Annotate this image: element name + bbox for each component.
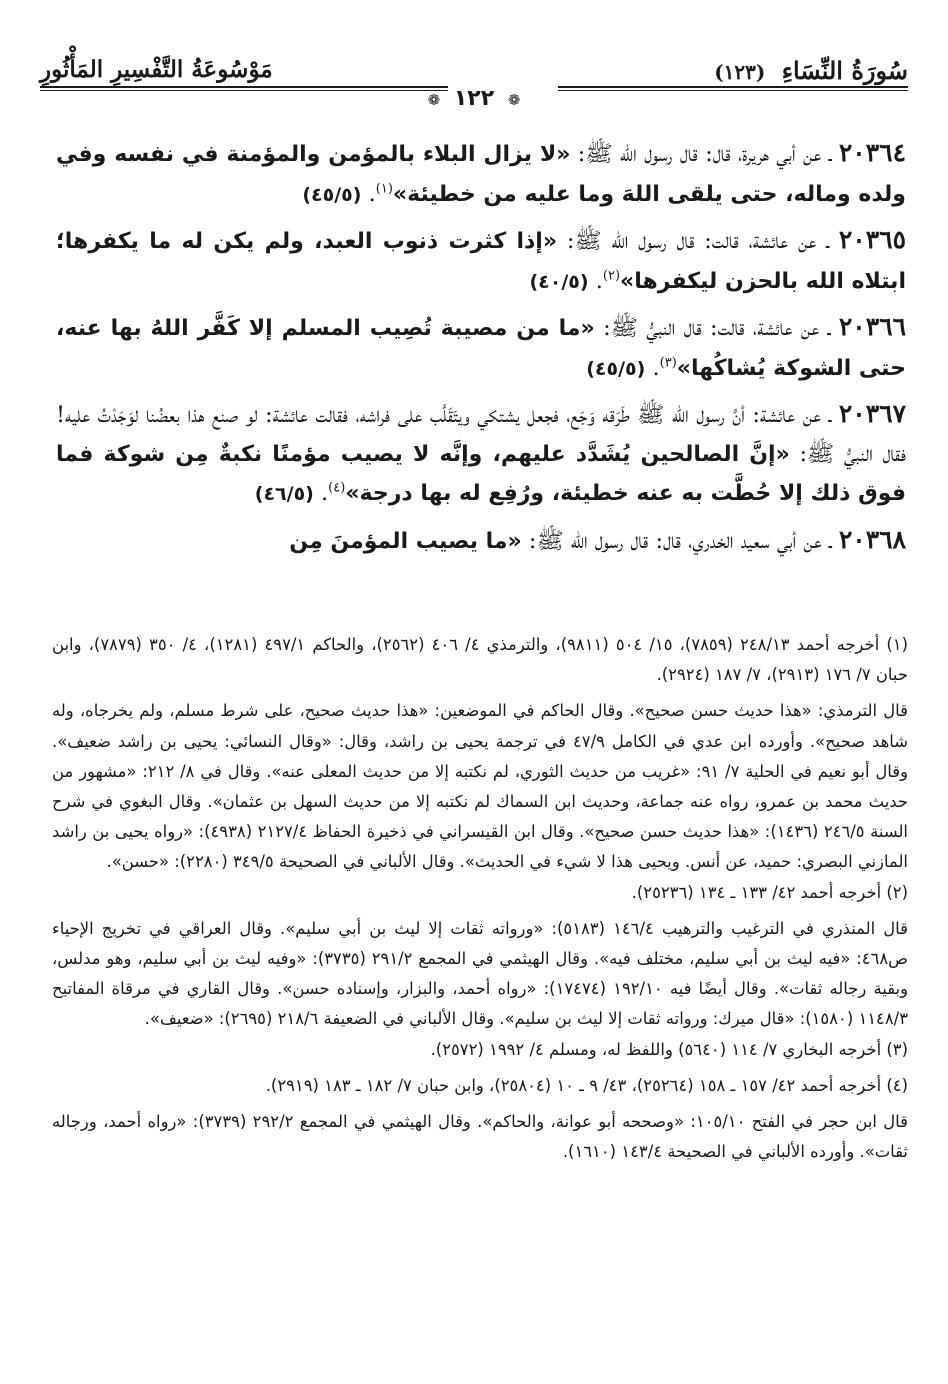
footnotes: [52, 630, 908, 1167]
hadith-tail: .: [652, 354, 660, 381]
footnote-source: (٤) أخرجه أحمد ٤٢/ ١٥٧ ـ ١٥٨ (٢٥٢٦٤)، ٤٣/ ٩ ـ ١٠ (٢٥٨٠٤)، وابن حبان ٧/ ١٨٢ ـ ١٨٣ (٢٩١٩).: [265, 1075, 908, 1095]
hadith-number: ٢٠٣٦٥: [838, 225, 906, 254]
hadith-isnad: ـ عن عائشة: أنَّ رسول الله ﷺ طَرَقه وَجَع، فجعل يشتكي ويتَقَلَّب على فراشه، فقالت عائشة: لو صنع هذا بعضُنا لوَجَدْتُ عليه! فقال النبيُّ ﷺ:: [56, 402, 906, 467]
footnote-source: (١) أخرجه أحمد ٢٤٨/١٣ (٧٨٥٩)، ١٥/ ٥٠٤ (٩٨١١)، والترمذي ٤/ ٤٠٦ (٢٥٦٢)، والحاكم ٤٩٧/١ (١٢٨١)، ٤/ ٣٥٠ (٧٨٧٩)، وابن حبان ٧/ ١٧٦ (٢٩١٣)، ٧/ ١٨٧ (٢٩٢٤).: [52, 635, 908, 685]
hadith-isnad: ـ عن أبي هريرة، قال: قال رسول الله ﷺ:: [577, 141, 832, 167]
running-header: [40, 56, 908, 111]
hadith-matn: «ما من مصيبة تُصِيب المسلم إلا كَفَّر اللهُ بها عنه، حتى الشوكة يُشاكُها»: [56, 316, 906, 381]
hadith-tail: .: [368, 180, 376, 207]
book-title: مَوْسُوعَةُ التَّفْسِيرِ المَأْثُورِ: [40, 56, 273, 83]
hadith-entry: [56, 221, 906, 301]
hadith-matn: «ما يصيب المؤمنَ مِن: [289, 528, 522, 554]
hadith-tail: .: [321, 480, 329, 506]
sura-title-block: [714, 56, 908, 85]
hadith-entry: [56, 395, 906, 514]
footnote-ref: (٢): [602, 268, 621, 283]
footnote-source: (٣) أخرجه البخاري ٧/ ١١٤ (٥٦٤٠) واللفظ له، ومسلم ٤/ ١٩٩٢ (٢٥٧٢).: [430, 1039, 908, 1059]
hadith-entry: [56, 308, 906, 388]
footnote-ref: (٣): [659, 355, 677, 370]
volume-ref: (٤٠/٥): [529, 270, 589, 293]
hadith-isnad: ـ عن أبي سعيد الخدري، قال: قال رسول الله ﷺ:: [528, 527, 832, 554]
footnote-commentary: قال الترمذي: «هذا حديث حسن صحيح». وقال الحاكم في الموضعين: «هذا حديث صحيح، على شرط مسلم، ولم يخرجاه، وله شاهد صحيح». وأورده ابن عدي في الكامل ٤٧/٩ في ترجمة يحيى بن راشد، وقال: «وقال النسائي: يحيى بن راشد ضعيف». وقال أبو نعيم في الحلية ٧/ ٩١: «غريب من حديث الثوري، لم نكتبه إلا من حديث المعلى عنه». وقال في ٨/ ٢١٢: «مشهور من حديث محمد بن عمرو، رواه عنه جماعة، وحديث ابن السماك لم نكتبه إلا من حديث السهل بن عثمان». وقال البغوي في شرح السنة ٢٤٦/٥ (١٤٣٦): «هذا حديث حسن صحيح». وقال ابن القيسراني في ذخيرة الحفاظ ٢١٢٧/٤ (٤٩٣٨): «رواه يحيى بن راشد المازني البصري: حميد، عن أنس. ويحيى هذا لا شيء في الحديث». وقال الألباني في الصحيحة ٣٤٩/٥ (٢٢٨٠): «حسن».: [52, 701, 909, 872]
hadith-matn: «لا يزال البلاء بالمؤمن والمؤمنة في نفسه وفي ولده وماله، حتى يلقى اللهَ وما عليه من خطيئة»: [56, 142, 906, 207]
page-number-block: [40, 86, 908, 111]
footnote-source: (٢) أخرجه أحمد ٤٢/ ١٣٣ ـ ١٣٤ (٢٥٢٣٦).: [631, 882, 908, 902]
volume-ref: (٤٦/٥): [254, 483, 314, 505]
footnote-ref: (٤): [328, 480, 346, 496]
footnote-ref: (١): [375, 181, 393, 196]
hadith-tail: .: [595, 267, 603, 294]
hadith-entry: [56, 134, 906, 214]
hadith-list: [56, 134, 906, 568]
hadith-isnad: ـ عن عائشة، قالت: قال رسول الله ﷺ:: [566, 228, 830, 254]
footnote-commentary: قال ابن حجر في الفتح ١٠٥/١٠: «وصححه أبو عوانة، والحاكم». وقال الهيثمي في المجمع ٢٩٢/٢ (٣٧٣٩): «رواه أحمد، ورجاله ثقات». وأورده الألباني في الصحيحة ١٤٣/٤ (١٦١٠).: [52, 1112, 909, 1162]
footnote-commentary: قال المنذري في الترغيب والترهيب ١٤٦/٤ (٥١٨٣): «ورواته ثقات إلا ليث بن أبي سليم». وقال العراقي في تخريج الإحياء ص٤٦٨: «فيه ليث بن أبي سليم، مختلف فيه». وقال الهيثمي في المجمع ٢٩١/٢ (٣٧٣٥): «وفيه ليث بن أبي سليم، وهو مدلس، وبقية رجاله ثقات». وقال أيضًا فيه ١٩٢/١٠ (١٧٤٧٤): «رواه أحمد، والبزار، وإسناده حسن». وقال القاري في مرقاة المفاتيح ١١٤٨/٣ (١٥٨٠): «قال ميرك: ورواته ثقات إلا ليث بن سليم». وقال الألباني في الضعيفة ٢١٨/٦ (٢٦٩٥): «ضعيف».: [52, 918, 909, 1029]
hadith-number: ٢٠٣٦٧: [838, 399, 907, 428]
sura-title: سُورَةُ النِّسَاءِ: [781, 56, 908, 85]
ornament-icon: ❁: [507, 91, 521, 109]
hadith-matn: «إنَّ الصالحين يُشَدَّد عليهم، وإنَّه لا يصيب مؤمنًا نكبةٌ مِن شوكة فما فوق ذلك إلا حُطَّت به عنه خطيئة، ورُفِع له بها درجة»: [56, 441, 906, 506]
hadith-number: ٢٠٣٦٨: [838, 524, 906, 554]
ornament-icon: ❁: [427, 91, 441, 109]
sura-number: (١٢٣): [714, 60, 766, 84]
hadith-isnad: ـ عن عائشة، قالت: قال النبيُّ ﷺ:: [603, 315, 831, 341]
hadith-number: ٢٠٣٦٤: [838, 138, 907, 167]
page-number: ١٢٢: [453, 86, 495, 111]
volume-ref: (٤٥/٥): [586, 357, 646, 380]
hadith-number: ٢٠٣٦٦: [838, 312, 907, 341]
hadith-entry: [56, 521, 906, 562]
volume-ref: (٤٥/٥): [302, 183, 362, 206]
hadith-matn: «إذا كثرت ذنوب العبد، ولم يكن له ما يكفرها؛ ابتلاه الله بالحزن ليكفرها»: [56, 229, 906, 294]
